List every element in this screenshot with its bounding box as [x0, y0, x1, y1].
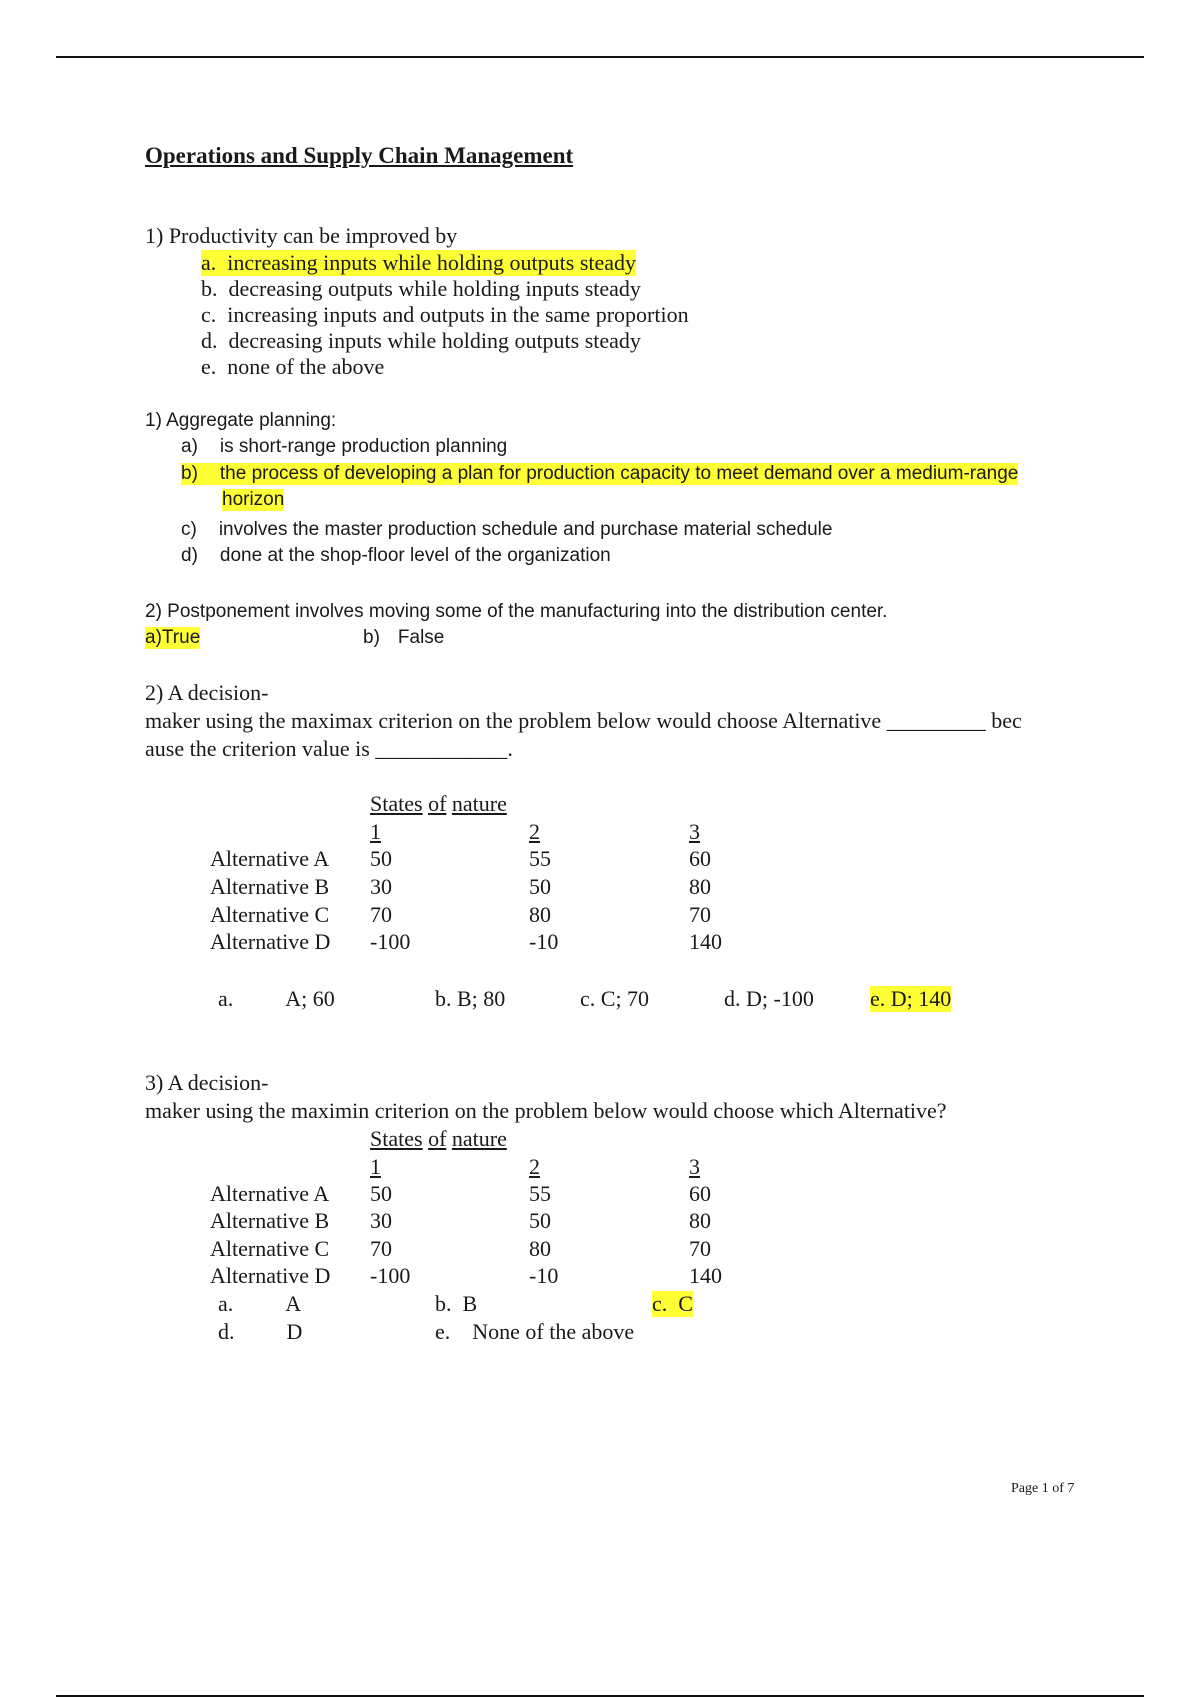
option-letter: a): [181, 436, 198, 457]
row-label: Alternative D: [210, 1263, 331, 1288]
bottom-rule: [56, 1695, 1144, 1697]
option-letter: d.: [218, 1319, 235, 1344]
cell: 50: [370, 1181, 392, 1206]
row-label: Alternative B: [210, 1208, 330, 1233]
stem-text: .: [507, 736, 513, 761]
cell: 30: [370, 1208, 392, 1233]
cell: 55: [529, 846, 551, 871]
cell: 50: [529, 874, 551, 899]
cell: 60: [689, 846, 711, 871]
cell: -10: [529, 1263, 559, 1288]
row-label: Alternative C: [210, 902, 330, 927]
option-letter: b.: [201, 276, 218, 301]
option-text: D; -100: [746, 986, 814, 1011]
col-header-2: 2: [529, 819, 540, 844]
states-of-nature-header: [370, 1126, 507, 1152]
document-title: Operations and Supply Chain Management: [145, 143, 574, 168]
col-header-1: 1: [370, 1154, 381, 1179]
q3-stem: 2) Postponement involves moving some of the manufacturing into the distribution center.: [145, 601, 888, 622]
cell: 80: [689, 874, 711, 899]
option-text: None of the above: [472, 1319, 635, 1344]
cell: 50: [370, 846, 392, 871]
cell: 70: [370, 902, 392, 927]
option-text: C: [678, 1291, 693, 1316]
option-letter: e.: [435, 1319, 451, 1344]
cell: 80: [529, 902, 551, 927]
option-letter: e.: [870, 986, 886, 1011]
option-letter: a.: [201, 250, 217, 275]
option-letter: e.: [201, 354, 217, 379]
option-text: is short-range production planning: [219, 436, 508, 457]
cell: 55: [529, 1181, 551, 1206]
q5-answer-c: [652, 1291, 693, 1317]
option-letter: c.: [201, 302, 217, 327]
cell: -100: [370, 929, 411, 954]
option-letter: a.: [218, 1291, 234, 1316]
option-text: increasing inputs and outputs in the same proportion: [227, 302, 689, 327]
header-word: States: [370, 791, 423, 816]
q1-option-a: [201, 250, 636, 276]
header-word: of: [428, 1126, 447, 1151]
q4-answer-a: [218, 986, 335, 1012]
q5-stem-line2: maker using the maximin criterion on the problem below would choose which Alternative?: [145, 1098, 947, 1123]
q5-answer-a: [218, 1291, 301, 1317]
q4-stem-line3: [145, 736, 513, 762]
answer-blank: ____________: [375, 736, 508, 761]
option-text: C; 70: [600, 986, 650, 1011]
q3-option-a: a)True: [145, 627, 201, 648]
stem-text: maker using the maximax criterion on the problem below would choose Alternative: [145, 708, 887, 733]
option-text: involves the master production schedule and purchase material schedule: [218, 519, 833, 540]
option-text: False: [397, 627, 445, 648]
option-text: done at the shop-floor level of the organization: [219, 545, 611, 566]
states-of-nature-header: [370, 791, 507, 817]
q1-option-b: [201, 276, 641, 302]
q4-answer-e: [870, 986, 951, 1012]
stem-text: ause the criterion value is: [145, 736, 376, 761]
q2-option-a: [181, 436, 507, 458]
option-letter: c.: [652, 1291, 668, 1316]
cell: 70: [370, 1236, 392, 1261]
q5-answer-b: [435, 1291, 477, 1317]
option-text: decreasing inputs while holding outputs steady: [228, 328, 641, 353]
option-letter: c): [181, 519, 197, 540]
row-label: Alternative A: [210, 846, 330, 871]
option-letter: d): [181, 545, 198, 566]
cell: 30: [370, 874, 392, 899]
q4-stem-line1: 2) A decision-: [145, 680, 269, 705]
option-letter: d.: [201, 328, 218, 353]
q1-stem: 1) Productivity can be improved by: [145, 223, 458, 248]
cell: -10: [529, 929, 559, 954]
col-header-3: 3: [689, 1154, 700, 1179]
option-text: B; 80: [457, 986, 506, 1011]
cell: 80: [529, 1236, 551, 1261]
q1-option-d: [201, 328, 641, 354]
option-text: A; 60: [285, 986, 335, 1011]
col-header-3: 3: [689, 819, 700, 844]
option-letter: b): [181, 463, 198, 484]
row-label: Alternative D: [210, 929, 331, 954]
page-number: Page 1 of 7: [1011, 1481, 1075, 1496]
cell: 70: [689, 1236, 711, 1261]
option-text: D: [286, 1319, 303, 1344]
q2-option-d: [181, 545, 611, 567]
answer-blank: _________: [886, 708, 986, 733]
header-word: States: [370, 1126, 423, 1151]
header-word: of: [428, 791, 447, 816]
option-letter: b.: [435, 1291, 452, 1316]
option-letter: a.: [218, 986, 234, 1011]
q4-answer-d: [724, 986, 814, 1012]
q2-option-b: [181, 463, 1018, 485]
q2-option-b-cont: horizon: [222, 489, 285, 510]
header-word: nature: [451, 791, 507, 816]
option-text: decreasing outputs while holding inputs steady: [228, 276, 641, 301]
q4-answer-b: [435, 986, 505, 1012]
row-label: Alternative B: [210, 874, 330, 899]
q4-answer-c: [580, 986, 649, 1012]
header-word: nature: [451, 1126, 507, 1151]
option-text: D; 140: [890, 986, 952, 1011]
row-label: Alternative A: [210, 1181, 330, 1206]
q3-option-b: [363, 627, 444, 649]
stem-text: bec: [985, 708, 1022, 733]
q1-option-e: [201, 354, 384, 380]
option-text: A: [285, 1291, 302, 1316]
option-text: the process of developing a plan for production capacity to meet demand over a medium-range: [219, 463, 1019, 484]
option-letter: d.: [724, 986, 741, 1011]
option-letter: b.: [435, 986, 452, 1011]
cell: 140: [689, 929, 722, 954]
col-header-2: 2: [529, 1154, 540, 1179]
cell: 50: [529, 1208, 551, 1233]
option-text: increasing inputs while holding outputs steady: [227, 250, 637, 275]
cell: 80: [689, 1208, 711, 1233]
cell: 60: [689, 1181, 711, 1206]
q2-option-c: [181, 519, 832, 541]
col-header-1: 1: [370, 819, 381, 844]
option-text: none of the above: [227, 354, 385, 379]
q2-stem: 1) Aggregate planning:: [145, 410, 337, 431]
q5-stem-line1: 3) A decision-: [145, 1070, 269, 1095]
q4-stem-line2: [145, 708, 1022, 734]
option-text: B: [462, 1291, 478, 1316]
cell: 70: [689, 902, 711, 927]
cell: -100: [370, 1263, 411, 1288]
q5-answer-e: [435, 1319, 634, 1345]
row-label: Alternative C: [210, 1236, 330, 1261]
option-letter: b): [363, 627, 380, 648]
top-rule: [56, 56, 1144, 58]
q1-option-c: [201, 302, 689, 328]
cell: 140: [689, 1263, 722, 1288]
option-letter: c.: [580, 986, 596, 1011]
q5-answer-d: [218, 1319, 302, 1345]
